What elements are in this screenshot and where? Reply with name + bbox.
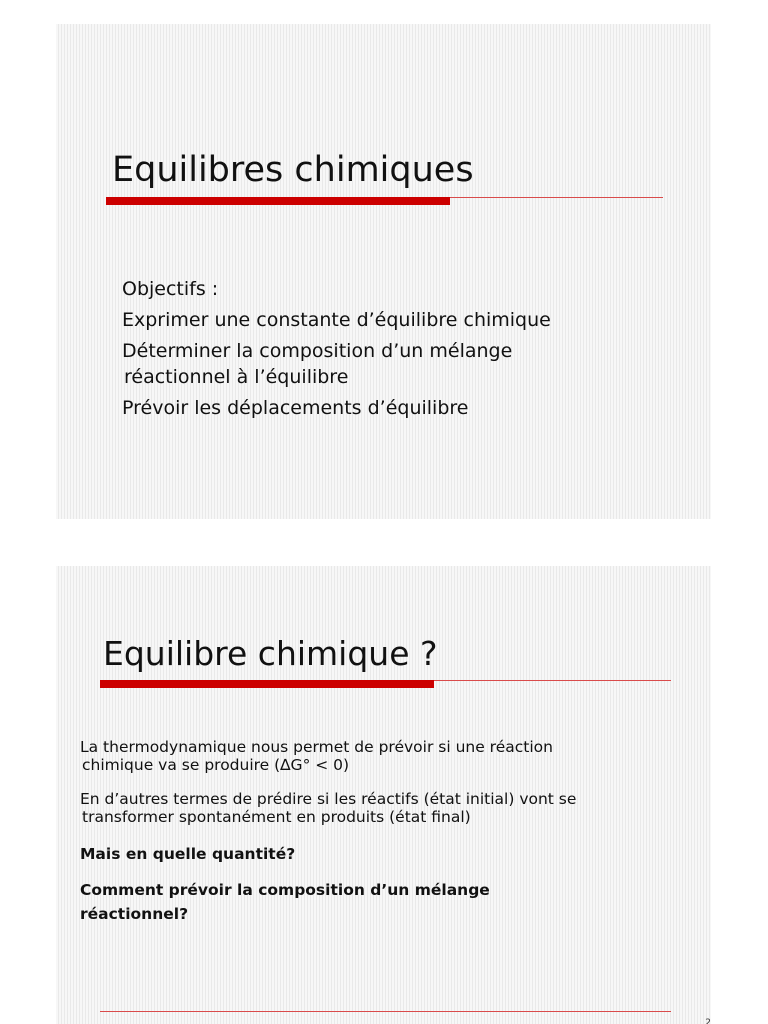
objective-item: Exprimer une constante d’équilibre chimique — [122, 309, 551, 331]
paragraph — [80, 790, 576, 826]
question — [80, 878, 576, 926]
paragraph-line: La thermodynamique nous permet de prévoir si une réaction — [80, 738, 553, 756]
paragraph — [80, 738, 576, 774]
objectives-label: Objectifs : — [122, 278, 219, 300]
page-number: 2 — [705, 1018, 711, 1024]
paragraph-line: En d’autres termes de prédire si les réactifs (état initial) vont se — [80, 790, 577, 808]
title-underline-thin — [450, 197, 663, 198]
slide-2 — [56, 566, 711, 1024]
title-underline-thick — [100, 680, 434, 688]
question-line: réactionnel? — [80, 905, 189, 923]
slide-title: Equilibres chimiques — [112, 150, 474, 190]
slide-title: Equilibre chimique ? — [103, 634, 438, 673]
objectives-list — [122, 276, 551, 426]
title-underline-thin — [434, 680, 671, 681]
question: Mais en quelle quantité? — [80, 845, 296, 863]
paragraph-line: chimique va se produire (∆G° < 0) — [82, 756, 350, 774]
objective-item: Prévoir les déplacements d’équilibre — [122, 397, 469, 419]
slide-1 — [56, 24, 711, 519]
objective-item: Déterminer la composition d’un mélange — [122, 340, 513, 362]
objective-item-continuation: réactionnel à l’équilibre — [124, 366, 349, 388]
slide-body — [80, 738, 576, 926]
footer-rule — [100, 1011, 671, 1012]
title-underline-thick — [106, 197, 450, 205]
question-line: Comment prévoir la composition d’un mélange — [80, 881, 490, 899]
paragraph-line: transformer spontanément en produits (état final) — [82, 808, 471, 826]
